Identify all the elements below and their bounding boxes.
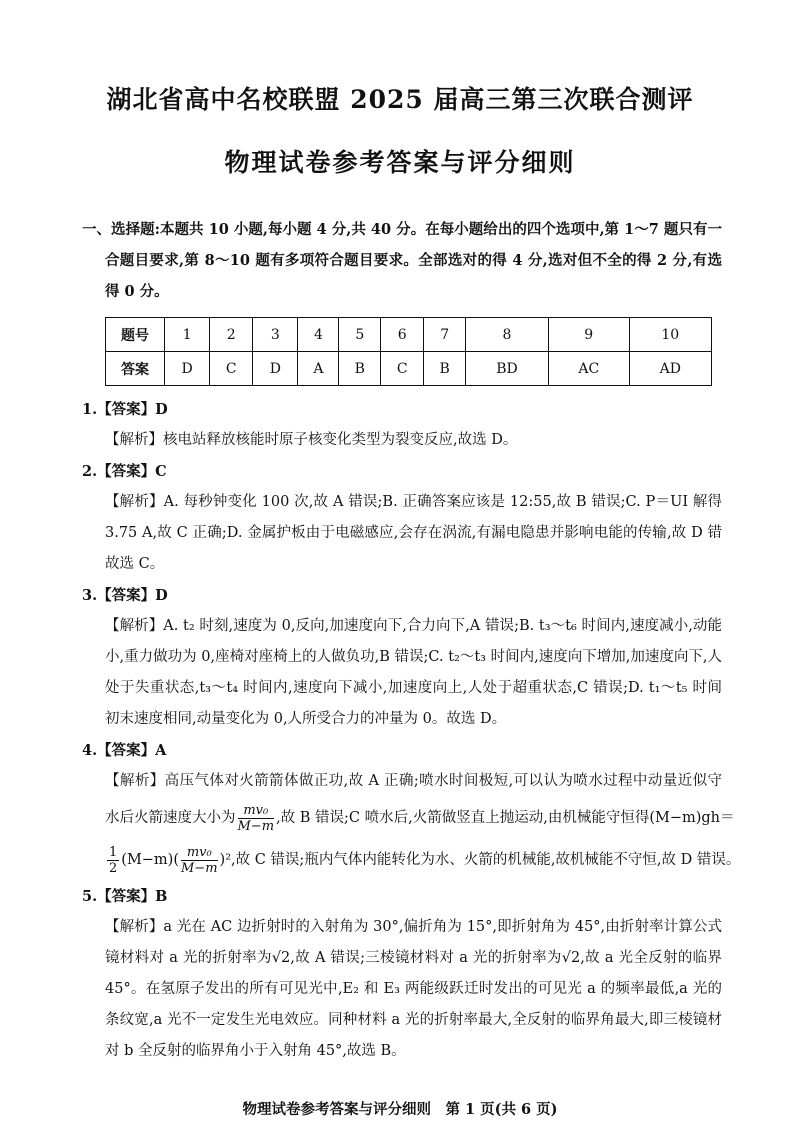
answer-cell: B	[424, 352, 466, 386]
q2-answer: 2.【答案】C	[82, 463, 167, 480]
numerator: mv₀	[238, 803, 275, 819]
answer-cell: AD	[629, 352, 711, 386]
document-subtitle: 物理试卷参考答案与评分细则	[224, 148, 576, 177]
q1-answer: 1.【答案】D	[82, 401, 168, 418]
text: ,故 C 错误;瓶内气体内能转化为水、火箭的机械能,故机械能不守恒,故 D 错误。	[231, 852, 741, 868]
row-label: 答案	[106, 352, 165, 386]
text: ,故 B 错误;C 喷水后,火箭做竖直上抛运动,由机械能守恒得(M−m)gh＝	[276, 810, 735, 826]
q3-analysis-line: 处于失重状态,t₃～t₄ 时间内,速度向下减小,加速度向上,人处于超重状态,C 错误;D. t₁～t₅ 时间	[105, 680, 722, 696]
text: )²	[219, 852, 232, 868]
q3-analysis-line: 初末速度相同,动量变化为 0,人所受合力的冲量为 0。故选 D。	[105, 711, 507, 727]
q5-analysis-line: 对 b 全反射的临界角小于入射角 45°,故选 B。	[105, 1043, 406, 1059]
q2-analysis-line: 故选 C。	[105, 556, 165, 572]
document-body	[82, 214, 741, 1067]
q5-analysis-line: 条纹宽,a 光不一定发生光电效应。同种材料 a 光的折射率最大,全反射的临界角最大,即三棱镜材	[105, 1012, 722, 1028]
answer-cell: B	[339, 352, 381, 386]
document-title: 湖北省高中名校联盟 2025 届高三第三次联合测评	[106, 85, 694, 114]
fraction	[181, 845, 218, 876]
text: (M−m)(	[121, 852, 179, 868]
q4-answer: 4.【答案】A	[82, 742, 167, 759]
table-row-numbers	[106, 318, 712, 352]
answer-cell: AC	[549, 352, 630, 386]
question-number-cell: 1	[165, 318, 210, 352]
q3-analysis-line: 小,重力做功为 0,座椅对座椅上的人做负功,B 错误;C. t₂～t₃ 时间内,速度向下增加,加速度向下,人	[105, 649, 722, 665]
numerator: 1	[109, 844, 118, 860]
answer-cell: C	[381, 352, 424, 386]
q5-analysis-line: 【解析】a 光在 AC 边折射时的入射角为 30°,偏折角为 15°,即折射角为 45°,由折射率计算公式	[105, 919, 722, 935]
q3-answer: 3.【答案】D	[82, 587, 168, 604]
answer-cell: D	[165, 352, 210, 386]
question-number-cell: 9	[549, 318, 630, 352]
section-intro-line: 得 0 分。	[105, 283, 169, 300]
question-number-cell: 2	[210, 318, 253, 352]
q4-analysis-line	[82, 839, 741, 881]
fraction-half	[107, 845, 119, 876]
denominator: M−m	[237, 818, 275, 834]
denominator: 2	[109, 860, 118, 876]
answer-cell: BD	[465, 352, 548, 386]
q5-analysis-line: 镜材料对 a 光的折射率为√2,故 A 错误;三棱镜材料对 a 光的折射率为√2,故 a 光全反射的临界	[105, 950, 722, 966]
answer-cell: D	[253, 352, 298, 386]
numerator: mv₀	[181, 845, 218, 861]
question-number-cell: 6	[381, 318, 424, 352]
question-number-cell: 10	[629, 318, 711, 352]
question-number-cell: 4	[298, 318, 339, 352]
q4-analysis-line	[82, 797, 735, 839]
question-number-cell: 8	[465, 318, 548, 352]
q3-analysis-line: 【解析】A. t₂ 时刻,速度为 0,反向,加速度向下,合力向下,A 错误;B. t₃～t₆ 时间内,速度减小,动能	[105, 618, 722, 634]
page-footer: 物理试卷参考答案与评分细则 第 1 页(共 6 页)	[242, 1101, 558, 1118]
question-number-cell: 7	[424, 318, 466, 352]
question-number-cell: 3	[253, 318, 298, 352]
fraction	[238, 803, 275, 834]
row-label: 题号	[106, 318, 165, 352]
section-intro-line: 一、选择题:本题共 10 小题,每小题 4 分,共 40 分。在每小题给出的四个选项中,第 1～7 题只有一	[82, 221, 722, 238]
answer-cell: A	[298, 352, 339, 386]
question-number-cell: 5	[339, 318, 381, 352]
q2-analysis-line: 【解析】A. 每秒钟变化 100 次,故 A 错误;B. 正确答案应该是 12:55,故 B 错误;C. P＝UI 解得	[105, 494, 722, 510]
section-intro-line: 合题目要求,第 8～10 题有多项符合题目要求。全部选对的得 4 分,选对但不全的得 2 分,有选	[105, 252, 722, 269]
q1-analysis: 【解析】核电站释放核能时原子核变化类型为裂变反应,故选 D。	[105, 432, 518, 448]
answer-cell: C	[210, 352, 253, 386]
answer-table	[105, 317, 712, 386]
q5-analysis-line: 45°。在氢原子发出的所有可见光中,E₂ 和 E₃ 两能级跃迁时发出的可见光 a 的频率最低,a 光的	[105, 981, 722, 997]
denominator: M−m	[181, 860, 218, 876]
q5-answer: 5.【答案】B	[82, 888, 168, 905]
table-row-answers	[106, 352, 712, 386]
text: 水后火箭速度大小为	[105, 810, 236, 826]
q2-analysis-line: 3.75 A,故 C 正确;D. 金属护板由于电磁感应,会存在涡流,有漏电隐患并影响电能的传输,故 D 错	[105, 525, 722, 541]
q4-analysis-line: 【解析】高压气体对火箭箭体做正功,故 A 正确;喷水时间极短,可以认为喷水过程中动量近似守	[105, 773, 722, 789]
